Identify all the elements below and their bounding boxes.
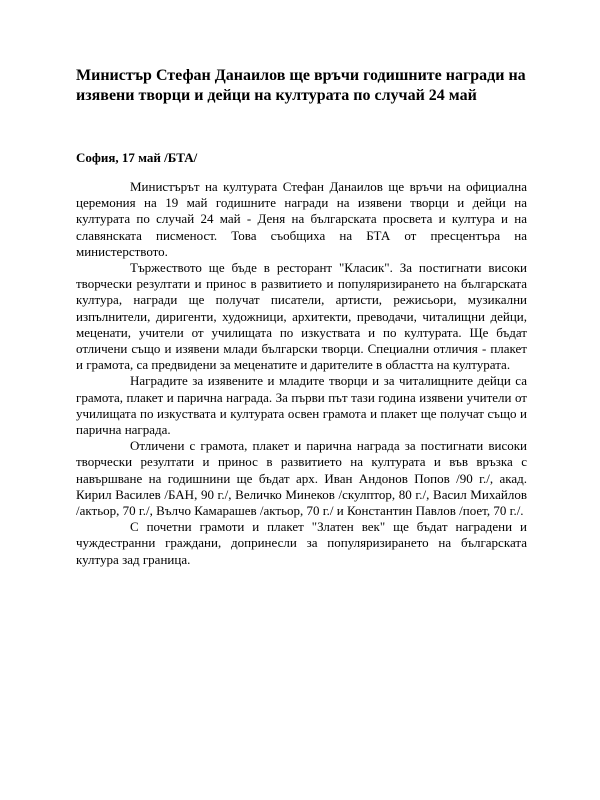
article-body xyxy=(76,179,527,568)
article-paragraph: Отличени с грамота, плакет и парична награда за постигнати високи творчески резултати и принос в развитието на културата и във връзка с навършване на годишнини ще бъдат арх. Иван Андонов Попов /90 г./, акад. Кирил Василев /БАН, 90 г./, Величко Минеков /скулптор, 80 г./, Васил Михайлов /актьор, 70 г./, Вълчо Камарашев /актьор, 70 г./ и Константин Павлов /поет, 70 г./. xyxy=(76,438,527,519)
article-paragraph: Министърът на културата Стефан Данаилов ще връчи на официална церемония на 19 май годишните награди на изявени творци и дейци на културата по случай 24 май - Деня на българската просвета и култура и на славянската писменост. Това съобщиха на БТА от пресцентъра на министерството. xyxy=(76,179,527,259)
article-paragraph: С почетни грамоти и плакет "Златен век" ще бъдат наградени и чуждестранни граждани, допринесли за популяризирането на българската култура зад граница. xyxy=(76,519,527,567)
article-paragraph: Тържеството ще бъде в ресторант "Класик". За постигнати високи творчески резултати и принос в развитието и популяризирането на българската култура, награди ще получат писатели, артисти, режисьори, музикални изпълнители, диригенти, художници, архитекти, преводачи, читалищни дейци, меценати, учители от училищата по изкуствата и по културата. Ще бъдат отличени също и изявени млади български творци. Специални отличия - плакет и грамота, са предвидени за меценатите и дарителите в областта на културата. xyxy=(76,260,527,373)
article-title: Министър Стефан Данаилов ще връчи годишните награди на изявени творци и дейци на културата по случай 24 май xyxy=(76,67,526,104)
article-paragraph: Наградите за изявените и младите творци и за читалищните дейци са грамота, плакет и парична награда. За първи път тази година изявени учители от училищата по изкуствата и културата освен грамота и плакет ще получат също и парична награда. xyxy=(76,373,527,438)
article-dateline: София, 17 май /БТА/ xyxy=(76,150,198,165)
